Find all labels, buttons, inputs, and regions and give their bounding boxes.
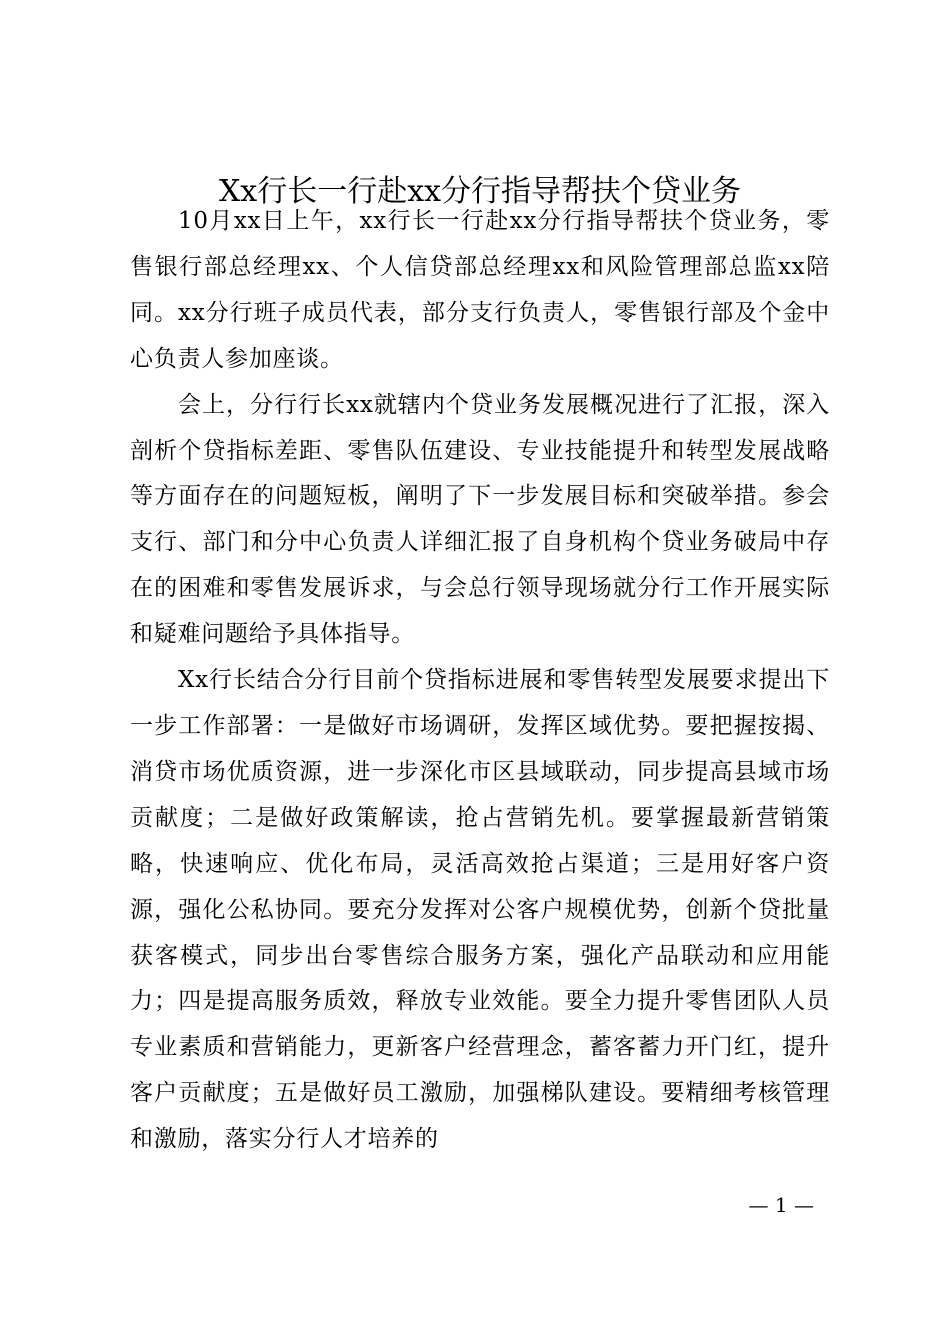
paragraph-3: Xx行长结合分行目前个贷指标进展和零售转型发展要求提出下一步工作部署：一是做好市场调研，发挥区域优势。要把握按揭、消贷市场优质资源，进一步深化市区县域联动，同步提高县域市场贡献度；二是做好政策解读，抢占营销先机。要掌握最新营销策略，快速响应、优化布局，灵活高效抢占渠道；三是用好客户资源，强化公私协同。要充分发挥对公客户规模优势，创新个贷批量获客模式，同步出台零售综合服务方案，强化产品联动和应用能力；四是提高服务质效，释放专业效能。要全力提升零售团队人员专业素质和营销能力，更新客户经营理念，蓄客蓄力开门红，提升客户贡献度；五是做好员工激励，加强梯队建设。要精细考核管理和激励，落实分行人才培养的: [130, 667, 830, 1153]
paragraph-2: 会上，分行行长xx就辖内个贷业务发展概况进行了汇报，深入剖析个贷指标差距、零售队伍建设、专业技能提升和转型发展战略等方面存在的问题短板，阐明了下一步发展目标和突破举措。参会支行、部门和分中心负责人详细汇报了自身机构个贷业务破局中存在的困难和零售发展诉求，与会总行领导现场就分行工作开展实际和疑难问题给予具体指导。: [130, 391, 830, 648]
document-title: Xx行长一行赴xx分行指导帮扶个贷业务: [218, 174, 742, 209]
page-number: — 1 —: [748, 1193, 814, 1217]
paragraph-1: 10月xx日上午，xx行长一行赴xx分行指导帮扶个贷业务，零售银行部总经理xx、个人信贷部总经理xx和风险管理部总监xx陪同。xx分行班子成员代表，部分支行负责人，零售银行部及个金中心负责人参加座谈。: [130, 208, 830, 372]
document-body: [130, 199, 830, 1163]
